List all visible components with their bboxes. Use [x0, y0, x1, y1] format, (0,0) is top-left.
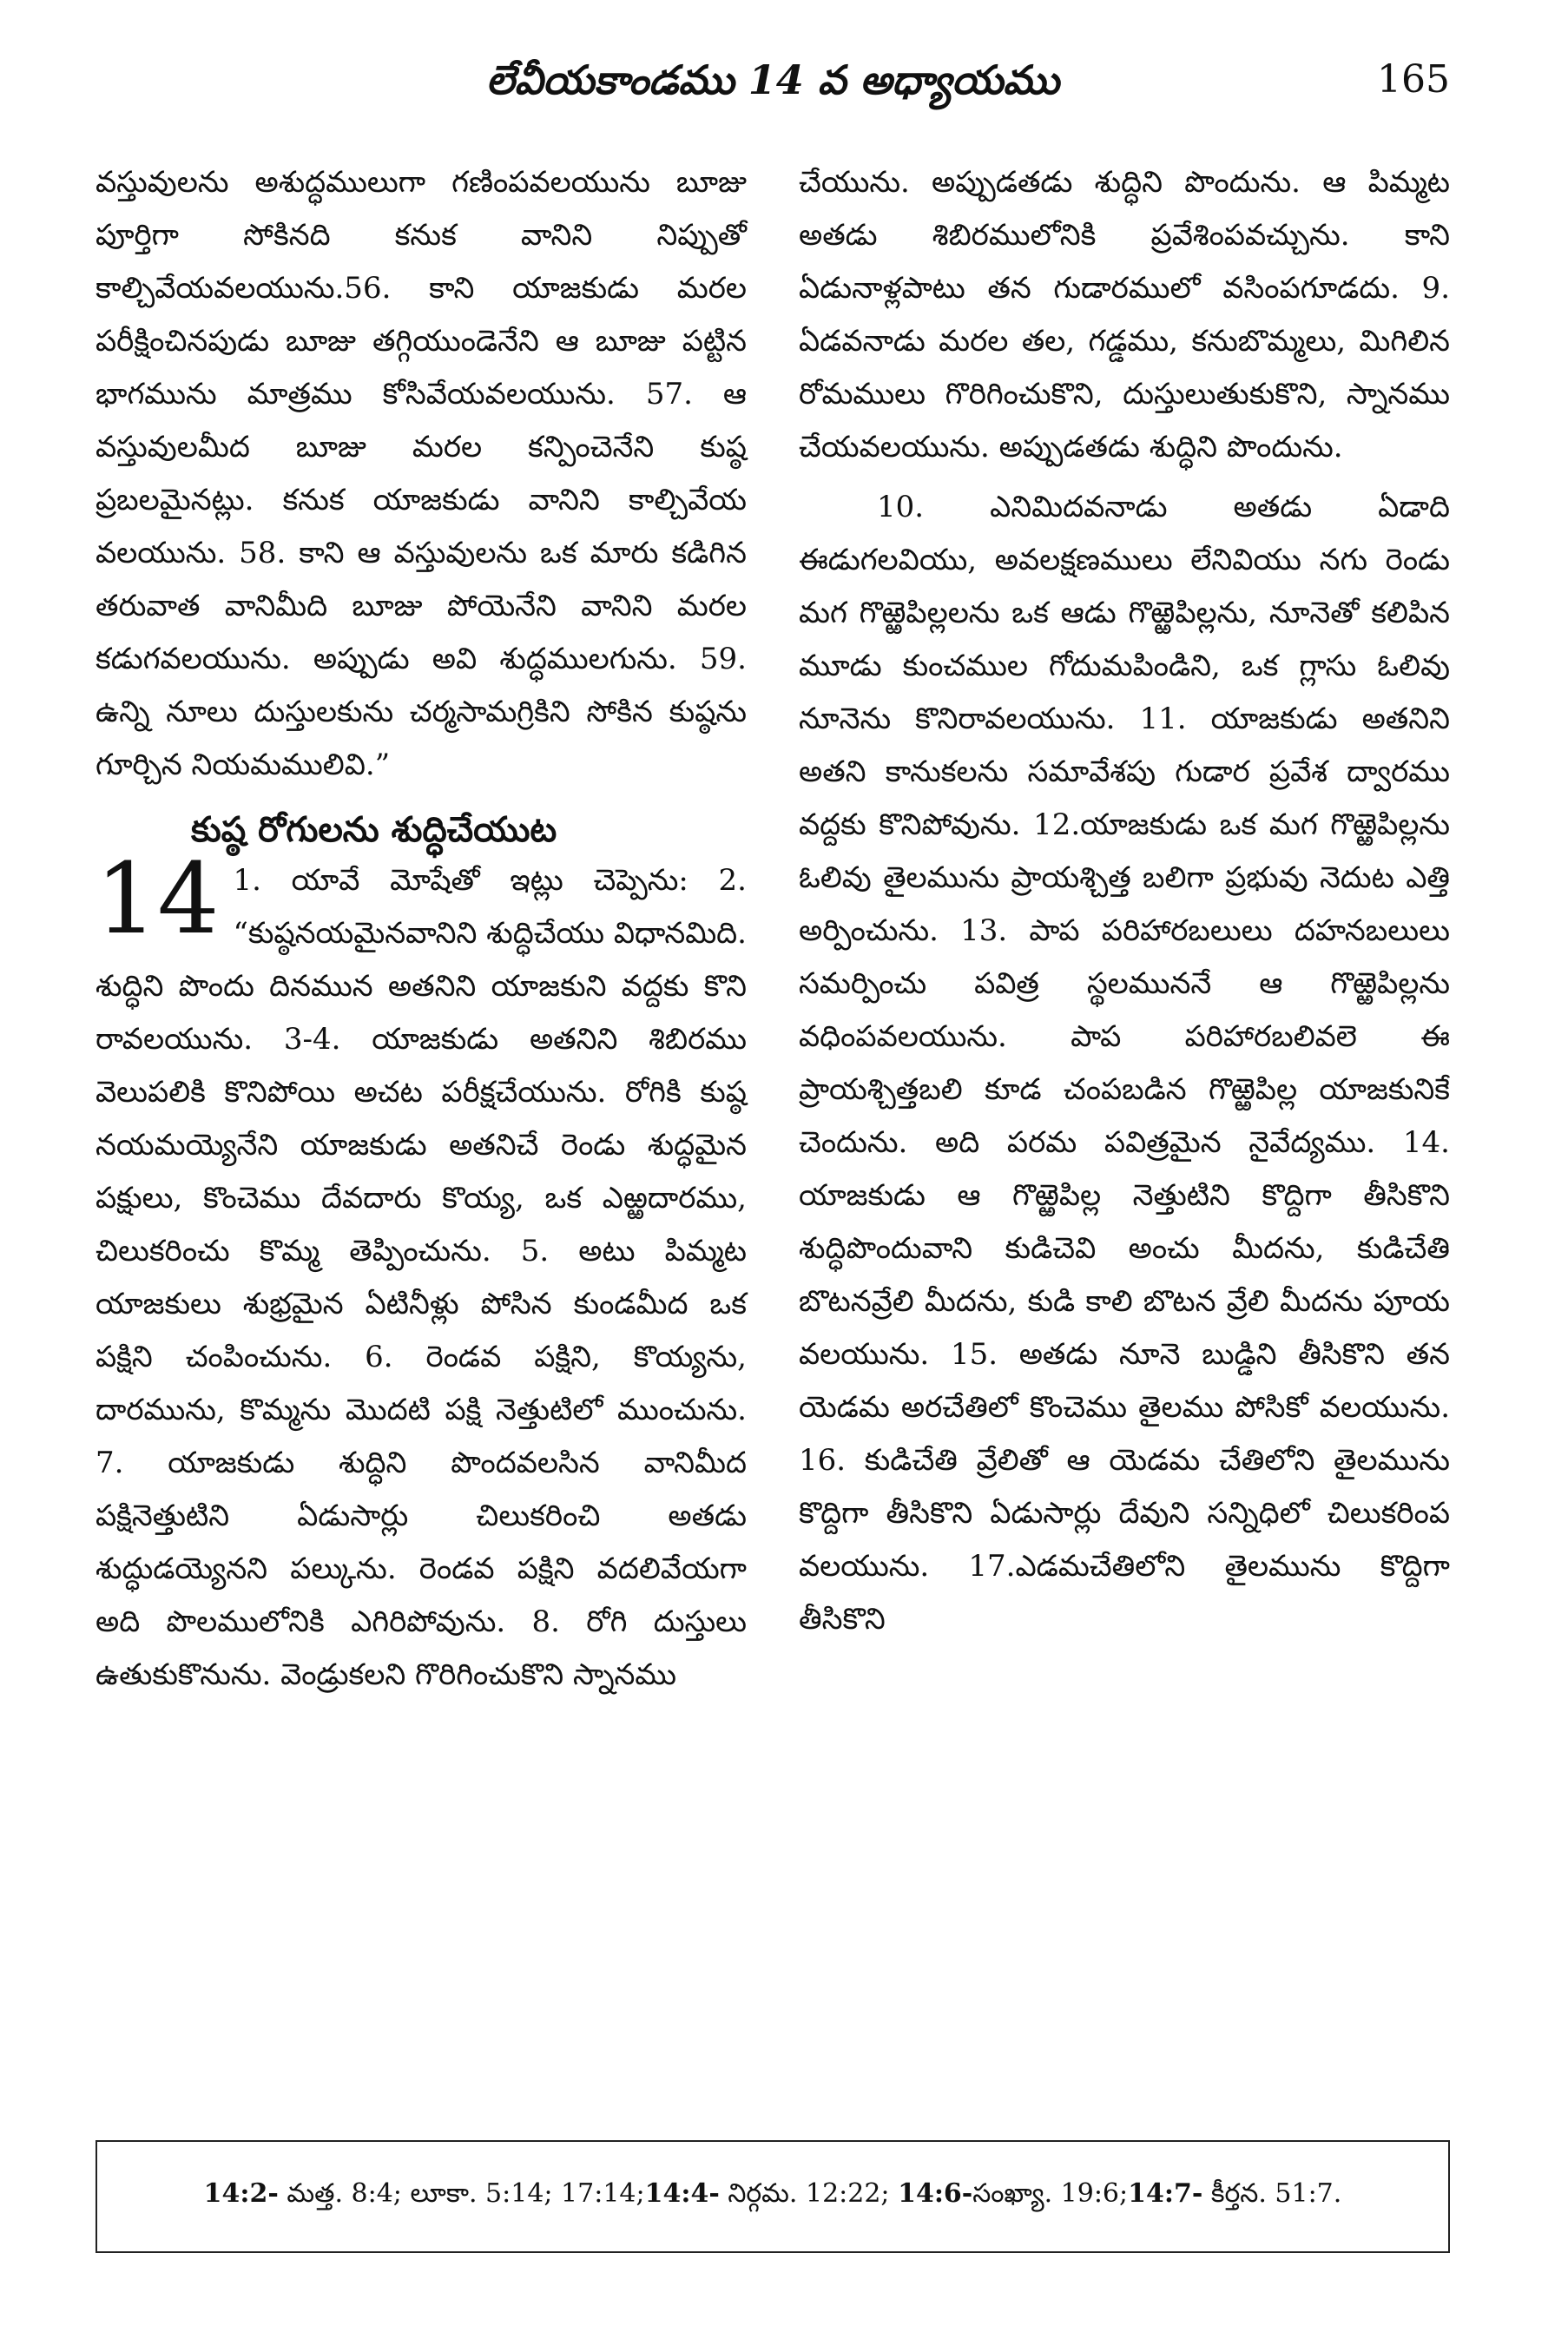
ref-text: నిర్గమ. 12:22; — [719, 2178, 899, 2209]
ref-text: కీర్తన. 51:7. — [1202, 2178, 1342, 2209]
paragraph: 10. ఎనిమిదవనాడు అతడు ఏడాది ఈడుగలవియు, అవలక్షణములు లేనివియు నగు రెండు మగ గొఱ్ఱెపిల్లలను ఒక ఆడు గొఱ్ఱెపిల్లను, నూనెతో కలిపిన మూడు కుంచముల గోదుమపిండిని, ఒక గ్లాసు ఓలివు నూనెను కొనిరావలయును. 11. యాజకుడు అతనిని అతని కానుకలను సమావేశపు గుడార ప్రవేశ ద్వారము వద్దకు కొనిపోవును. 12.యాజకుడు ఒక మగ గొఱ్ఱెపిల్లను ఓలివు తైలమును ప్రాయశ్చిత్త బలిగా ప్రభువు నెదుట ఎత్తి అర్పించును. 13. పాప పరిహారబలులు దహనబలులు సమర్పించు పవిత్ర స్థలముననే ఆ గొఱ్ఱెపిల్లను వధింపవలయును. పాప పరిహారబలివలె ఈ ప్రాయశ్చిత్తబలి కూడ చంపబడిన గొఱ్ఱెపిల్ల యాజకునికే చెందును. అది పరమ పవిత్రమైన నైవేద్యము. 14. యాజకుడు ఆ గొఱ్ఱెపిల్ల నెత్తుటిని కొద్దిగా తీసికొని శుద్ధిపొందువాని కుడిచెవి అంచు మీదను, కుడిచేతి బొటనవ్రేలి మీదను, కుడి కాలి బొటన వ్రేలి మీదను పూయ వలయును. 15. అతడు నూనె బుడ్డిని తీసికొని తన యెడమ అరచేతిలో కొంచెము తైలము పోసికో వలయును. 16. కుడిచేతి వ్రేలితో ఆ యెడమ చేతిలోని తైలమును కొద్దిగా తీసికొని ఏడుసార్లు దేవుని సన్నిధిలో చిలుకరింప వలయును. 17.ఎడమచేతిలోని తైలమును కొద్దిగా తీసికొని — [799, 490, 1450, 1637]
ref-label: 14:7- — [1128, 2178, 1203, 2209]
ref-label: 14:6- — [898, 2178, 973, 2209]
ref-label: 14:4- — [644, 2178, 720, 2209]
section-heading: కుష్ఠ రోగులను శుద్ధిచేయుట — [191, 809, 557, 850]
paragraph: చేయును. అప్పుడతడు శుద్ధిని పొందును. ఆ పిమ్మట అతడు శిబిరములోనికి ప్రవేశింపవచ్చును. కాని ఏడునాళ్లపాటు తన గుడారములో వసింపగూడదు. 9. ఏడవనాడు మరల తల, గడ్డము, కనుబొమ్మలు, మిగిలిన రోమములు గొరిగించుకొని, దుస్తులుతుకుకొని, స్నానము చేయవలయును. అప్పుడతడు శుద్ధిని పొందును. — [799, 165, 1450, 464]
ref-text: మత్త. 8:4; లూకా. 5:14; 17:14; — [278, 2178, 645, 2209]
page-header — [96, 45, 1450, 115]
cross-reference-text — [204, 2178, 1342, 2215]
page-number: 165 — [1377, 57, 1450, 102]
running-title: లేవీయకాండము 14 వ అధ్యాయము — [485, 56, 1059, 103]
ref-label: 14:2- — [203, 2178, 279, 2209]
left-column — [96, 156, 747, 1702]
paragraph: 1. యావే మోషేతో ఇట్లు చెప్పెను: 2. “కుష్ఠనయమైనవానిని శుద్ధిచేయు విధానమిది. శుద్ధిని పొందు దినమున అతనిని యాజకుని వద్దకు కొని రావలయును. 3-4. యాజకుడు అతనిని శిబిరము వెలుపలికి కొనిపోయి అచట పరీక్షచేయును. రోగికి కుష్ఠ నయమయ్యెనేని యాజకుడు అతనిచే రెండు శుద్ధమైన పక్షులు, కొంచెము దేవదారు కొయ్య, ఒక ఎఱ్ఱదారము, చిలుకరించు కొమ్మ తెప్పించును. 5. అటు పిమ్మట యాజకులు శుభ్రమైన ఏటినీళ్లు పోసిన కుండమీద ఒక పక్షిని చంపించును. 6. రెండవ పక్షిని, కొయ్యను, దారమును, కొమ్మను మొదటి పక్షి నెత్తుటిలో ముంచును. 7. యాజకుడు శుద్ధిని పొందవలసిన వానిమీద పక్షినెత్తుటిని ఏడుసార్లు చిలుకరించి అతడు శుద్ధుడయ్యెనని పల్కును. రెండవ పక్షిని వదలివేయగా అది పొలములోనికి ఎగిరిపోవును. 8. రోగి దుస్తులు ఉతుకుకొనును. వెండ్రుకలని గొరిగించుకొని స్నానము — [96, 863, 747, 1692]
right-column — [799, 156, 1450, 1646]
paragraph: వస్తువులను అశుద్ధములుగా గణింపవలయును బూజు పూర్తిగా సోకినది కనుక వానిని నిప్పుతో కాల్చివేయవలయును.56. కాని యాజకుడు మరల పరీక్షించినపుడు బూజు తగ్గియుండెనేని ఆ బూజు పట్టిన భాగమును మాత్రము కోసివేయవలయును. 57. ఆ వస్తువులమీద బూజు మరల కన్పించెనేని కుష్ఠ ప్రబలమైనట్లు. కనుక యాజకుడు వానిని కాల్చివేయ వలయును. 58. కాని ఆ వస్తువులను ఒక మారు కడిగిన తరువాత వానిమీది బూజు పోయెనేని వానిని మరల కడుగవలయును. అప్పుడు అవి శుద్ధములగును. 59. ఉన్ని నూలు దుస్తులకును చర్మసామగ్రికిని సోకిన కుష్ఠను గూర్చిన నియమములివి.” — [96, 165, 747, 782]
chapter-block — [96, 806, 747, 1702]
chapter-number: 14 — [96, 843, 220, 956]
cross-reference-box — [96, 2140, 1450, 2253]
ref-text: సంఖ్యా. 19:6; — [972, 2178, 1129, 2209]
